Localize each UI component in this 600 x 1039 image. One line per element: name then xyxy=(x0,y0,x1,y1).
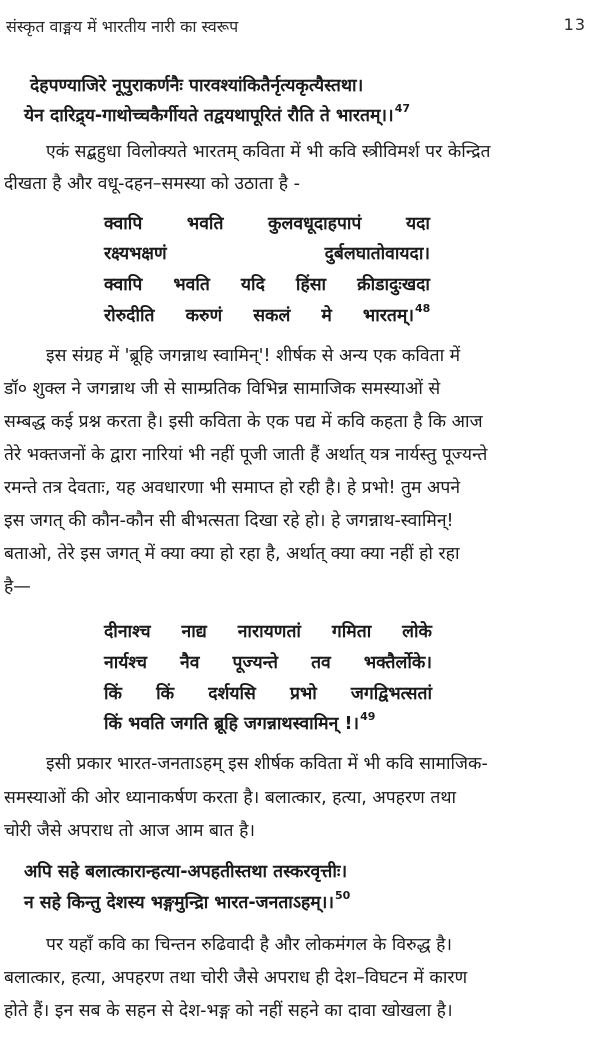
footnote-ref-50: 50 xyxy=(335,889,351,902)
verse2-line2: रक्ष्यभक्षणं दुर्बलघातोवायदा। xyxy=(104,244,430,264)
footnote-ref-48: 48 xyxy=(415,302,431,315)
para2-line2: डॉ० शुक्ल ने जगन्नाथ जी से साम्प्रतिक विभिन्न सामाजिक समस्याओं से xyxy=(4,379,441,399)
verse3-line1: दीनाश्च नाद्य नारायणतां गमिता लोके xyxy=(104,622,432,642)
para2-line3: सम्बद्ध कई प्रश्न करता है। इसी कविता के एक पद्य में कवि कहता है कि आज xyxy=(4,412,483,432)
verse2-line3: क्वापि भवति यदि हिंसा क्रीडादुःखदा xyxy=(104,275,430,295)
para4-line3: होते हैं। इन सब के सहन से देश-भङ्ग को नहीं सहने का दावा खोखला है। xyxy=(4,1001,453,1021)
para2-line1: इस संग्रह में 'ब्रूहि जगन्नाथ स्वामिन्'! शीर्षक से अन्य एक कविता में xyxy=(46,346,461,366)
verse2-line1: क्वापि भवति कुलवधूदाहपापं यदा xyxy=(104,214,430,234)
verse4-line1: अपि सहे बलात्कारान्हत्या-अपहतीस्तथा तस्करवृत्तीः। xyxy=(24,862,348,882)
para2-line7: बताओ, तेरे इस जगत् में क्या क्या हो रहा है, अर्थात् क्या क्या नहीं हो रहा xyxy=(4,544,460,564)
para1-line1: एकं सद्बहुधा विलोक्यते भारतम् कविता में भी कवि स्त्रीविमर्श पर केन्द्रित xyxy=(46,142,491,162)
para2-line4: तेरे भक्तजनों के द्वारा नारियां भी नहीं पूजी जाती हैं अर्थात् यत्र नार्यस्तु पूज्यन्ते xyxy=(4,445,488,465)
verse1-line1: देहपण्याजिरे नूपुराकर्णनैः पारवश्यांकितैर्नृत्यकृत्यैस्तथा। xyxy=(30,76,364,96)
verse2-line4: रोरुदीति करुणं सकलं मे भारतम्। $^{48}$ xyxy=(104,302,431,326)
para4-line2: बलात्कार, हत्या, अपहरण तथा चोरी जैसे अपराध ही देश–विघटन में कारण xyxy=(4,968,468,988)
running-title: संस्कृत वाङ्मय में भारतीय नारी का स्वरूप xyxy=(6,17,239,36)
verse4-line2: न सहे किन्तु देशस्य भङ्गमुन्द्रिा भारत-जनताऽहम्।।$^{50}$ xyxy=(24,889,351,913)
para3-line2: समस्याओं की ओर ध्यानाकर्षण करता है। बलात्कार, हत्या, अपहरण तथा xyxy=(4,788,457,808)
verse3-line3: किं किं दर्शयसि प्रभो जगद्विभत्सतां xyxy=(104,684,432,704)
verse3-line2: नार्यश्च नैव पूज्यन्ते तव भक्तैर्लोके। xyxy=(104,653,432,673)
para2-line6: इस जगत् की कौन-कौन सी बीभत्सता दिखा रहे हो। हे जगन्नाथ-स्वामिन्! xyxy=(4,511,454,531)
para4-line1: पर यहाँ कवि का चिन्तन रुढिवादी है और लोकमंगल के विरुद्ध है। xyxy=(46,935,453,955)
para2-line8: है— xyxy=(4,577,31,597)
page-number: 13 xyxy=(563,15,586,34)
footnote-ref-47: 47 xyxy=(394,102,410,115)
para3-line3: चोरी जैसे अपराध तो आज आम बात है। xyxy=(4,821,256,841)
verse1-line2: येन दारिद्र्य-गाथोच्चकैर्गीयते तद्वयथापूरितं रौति ते भारतम्।।$^{47}$ xyxy=(24,102,410,126)
footnote-ref-49: 49 xyxy=(360,710,376,723)
para2-line5: रमन्ते तत्र देवताः, यह अवधारणा भी समाप्त हो रही है। हे प्रभो! तुम अपने xyxy=(4,478,461,498)
page-header xyxy=(6,9,594,39)
verse3-line4: किं भवति जगति ब्रूहि जगन्नाथस्वामिन् !।$^{49}$ xyxy=(104,710,376,734)
para1-line2: दीखता है और वधू-दहन–समस्या को उठाता है - xyxy=(4,174,300,194)
para3-line1: इसी प्रकार भारत-जनताऽहम् इस शीर्षक कविता में भी कवि सामाजिक- xyxy=(46,754,488,774)
